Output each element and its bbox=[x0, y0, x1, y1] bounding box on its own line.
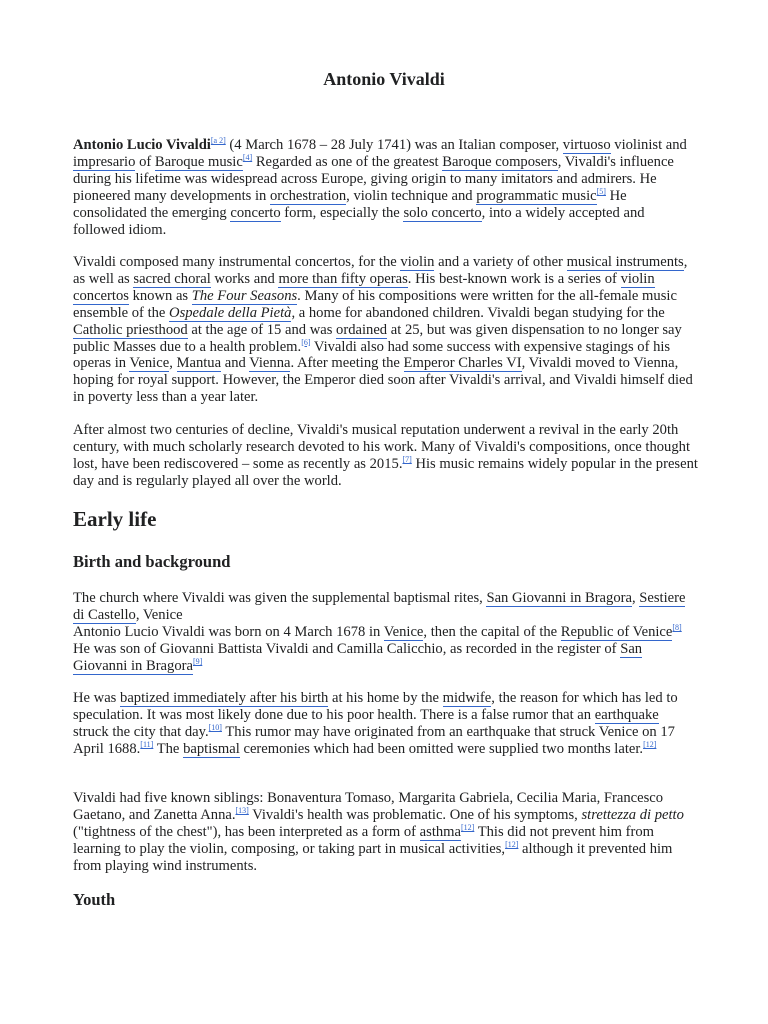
page-title: Antonio Vivaldi bbox=[323, 69, 445, 89]
text: form, especially the bbox=[280, 204, 404, 221]
text: Vivaldi also had some success with expensive stagings of his operas in bbox=[73, 338, 671, 372]
link-catholic-priesthood[interactable]: Catholic priesthood bbox=[73, 321, 188, 338]
image-caption bbox=[73, 590, 685, 624]
article-subject-name: Antonio Lucio Vivaldi bbox=[73, 137, 211, 153]
link-baptized[interactable]: baptized immediately after his birth bbox=[120, 690, 329, 706]
intro-paragraph-2 bbox=[73, 254, 698, 406]
text: at 25, but was given dispensation to no longer say public Masses due to a health problem. bbox=[73, 321, 682, 355]
text: After almost two centuries of decline, Vivaldi's musical reputation underwent a revival in the early 20th century, with much scholarly research devoted to his work. Many of Vivaldi's compositions, once thought lost, have been rediscovered – some as recently as 2015. bbox=[73, 422, 690, 472]
text: , bbox=[169, 355, 177, 372]
intro-paragraph-3 bbox=[73, 422, 698, 490]
text: . After meeting the bbox=[290, 355, 404, 372]
link-solo-concerto[interactable]: solo concerto bbox=[403, 204, 482, 221]
section-heading-early-life: Early life bbox=[73, 507, 157, 531]
link-sacred-choral[interactable]: sacred choral bbox=[133, 270, 211, 287]
text: Antonio Lucio Vivaldi was born on 4 March 1678 in bbox=[73, 623, 384, 640]
link-earthquake[interactable]: earthquake bbox=[594, 706, 659, 723]
text: and a variety of other bbox=[434, 254, 567, 270]
text: , into a widely accepted and followed idiom. bbox=[73, 204, 645, 238]
link-republic-of-venice[interactable]: Republic of Venice bbox=[560, 623, 673, 640]
link-asthma[interactable]: asthma bbox=[419, 823, 461, 840]
reference-link[interactable]: [7] bbox=[402, 454, 412, 464]
italic-term: strettezza di petto bbox=[581, 806, 684, 823]
intro-paragraph-1 bbox=[73, 137, 698, 238]
link-venice[interactable]: Venice bbox=[129, 355, 170, 372]
link-midwife[interactable]: midwife bbox=[442, 690, 492, 706]
reference-link[interactable]: [4] bbox=[242, 153, 253, 163]
birth-paragraph-3 bbox=[73, 790, 698, 875]
text: Vivaldi had five known siblings: Bonaventura Tomaso, Margarita Gabriela, Cecilia Maria, Francesco Gaetano, and Zanetta Anna. bbox=[73, 790, 664, 823]
link-violin-concertos[interactable]: violin concertos bbox=[73, 270, 655, 304]
link-impresario[interactable]: impresario bbox=[73, 153, 136, 170]
text: ("tightness of the chest"), has been interpreted as a form of bbox=[73, 823, 420, 840]
link-san-giovanni-bragora[interactable]: San Giovanni in Bragora bbox=[486, 590, 632, 606]
link-musical-instruments[interactable]: musical instruments bbox=[566, 254, 684, 270]
text: He was son of Giovanni Battista Vivaldi and Camilla Calicchio, as recorded in the register of bbox=[73, 640, 621, 657]
text: The church where Vivaldi was given the supplemental baptismal rites, bbox=[73, 590, 487, 606]
text: ceremonies which had been omitted were supplied two months later. bbox=[239, 740, 644, 757]
link-sestiere-castello[interactable]: Sestiere di Castello bbox=[73, 590, 686, 623]
link-san-giovanni-bragora[interactable]: San Giovanni in Bragora bbox=[73, 640, 643, 674]
text: known as bbox=[128, 287, 192, 304]
link-baptismal[interactable]: baptismal bbox=[183, 740, 240, 757]
text: The bbox=[153, 740, 184, 757]
text: (4 March 1678 – 28 July 1741) was an Italian composer, bbox=[225, 137, 563, 153]
birth-paragraph-1 bbox=[73, 590, 698, 675]
reference-link[interactable]: [9] bbox=[192, 656, 203, 666]
text: of bbox=[135, 153, 155, 170]
link-virtuoso[interactable]: virtuoso bbox=[562, 137, 611, 153]
text: works and bbox=[210, 270, 279, 287]
text: , Vivaldi's influence during his lifetime was widespread across Europe, giving origin to many imitators and admirers. He pioneered many developments in bbox=[73, 153, 674, 204]
text: He was bbox=[73, 690, 121, 706]
text: This did not prevent him from learning to play the violin, composing, or taking part in musical activities, bbox=[73, 823, 655, 857]
subsection-heading-birth: Birth and background bbox=[73, 552, 231, 571]
link-venice[interactable]: Venice bbox=[383, 623, 424, 640]
link-ordained[interactable]: ordained bbox=[336, 321, 388, 338]
text: He consolidated the emerging bbox=[73, 187, 627, 221]
reference-link[interactable]: [12] bbox=[461, 822, 475, 832]
text: , a home for abandoned children. Vivaldi began studying for the bbox=[291, 304, 665, 321]
link-concerto[interactable]: concerto bbox=[230, 204, 281, 221]
text: Vivaldi's health was problematic. One of his symptoms, bbox=[248, 806, 582, 823]
link-four-seasons[interactable]: The Four Seasons bbox=[191, 287, 298, 304]
link-mantua[interactable]: Mantua bbox=[176, 355, 222, 372]
text: , as well as bbox=[73, 254, 688, 287]
text: at the age of 15 and was bbox=[187, 321, 337, 338]
link-orchestration[interactable]: orchestration bbox=[269, 187, 347, 204]
reference-link[interactable]: [6] bbox=[301, 337, 311, 347]
reference-link[interactable]: [13] bbox=[235, 806, 249, 816]
link-operas[interactable]: more than fifty operas bbox=[278, 270, 408, 287]
text: . His best-known work is a series of bbox=[407, 270, 621, 287]
subsection-heading-youth: Youth bbox=[73, 890, 116, 909]
reference-link[interactable]: [11] bbox=[140, 739, 154, 749]
text: His music remains widely popular in the present day and is regularly played all over the world. bbox=[73, 455, 698, 489]
text: , Vivaldi moved to Vienna, hoping for royal support. However, the Emperor died soon after Vivaldi's arrival, and Vivaldi himself died in poverty less than a year later. bbox=[73, 355, 693, 406]
text: at his home by the bbox=[328, 690, 443, 706]
text: , bbox=[631, 590, 640, 606]
link-violin[interactable]: violin bbox=[400, 254, 435, 270]
link-programmatic-music[interactable]: programmatic music bbox=[476, 187, 597, 204]
text: , Venice bbox=[135, 606, 183, 623]
text: and bbox=[221, 355, 250, 372]
text: struck the city that day. bbox=[73, 723, 209, 740]
text: violinist and bbox=[610, 137, 687, 153]
link-baroque-composers[interactable]: Baroque composers bbox=[442, 153, 558, 170]
text: although it prevented him from playing wind instruments. bbox=[73, 840, 673, 874]
link-emperor-charles-vi[interactable]: Emperor Charles VI bbox=[403, 355, 522, 372]
text: , the reason for which has led to speculation. It was most likely done due to his poor health. There is a false rumor that an bbox=[73, 690, 678, 723]
reference-link[interactable]: [8] bbox=[672, 622, 682, 632]
reference-link[interactable]: [12] bbox=[643, 739, 657, 749]
reference-link[interactable]: [12] bbox=[505, 839, 519, 849]
text: This rumor may have originated from an earthquake that struck Venice on 17 April 1688. bbox=[73, 723, 675, 757]
reference-link[interactable]: [10] bbox=[208, 722, 222, 732]
text: . Many of his compositions were written for the all-female music ensemble of the bbox=[73, 287, 677, 321]
reference-link[interactable]: [5] bbox=[596, 186, 606, 196]
link-baroque-music[interactable]: Baroque music bbox=[154, 153, 243, 170]
link-vienna[interactable]: Vienna bbox=[249, 355, 291, 372]
birth-paragraph-2 bbox=[73, 690, 698, 758]
reference-link[interactable]: [a 2] bbox=[210, 136, 226, 146]
text: Vivaldi composed many instrumental concertos, for the bbox=[73, 254, 401, 270]
text: , violin technique and bbox=[346, 187, 477, 204]
text: Regarded as one of the greatest bbox=[252, 153, 443, 170]
link-ospedale[interactable]: Ospedale della Pietà bbox=[169, 304, 292, 321]
text: , then the capital of the bbox=[423, 623, 561, 640]
